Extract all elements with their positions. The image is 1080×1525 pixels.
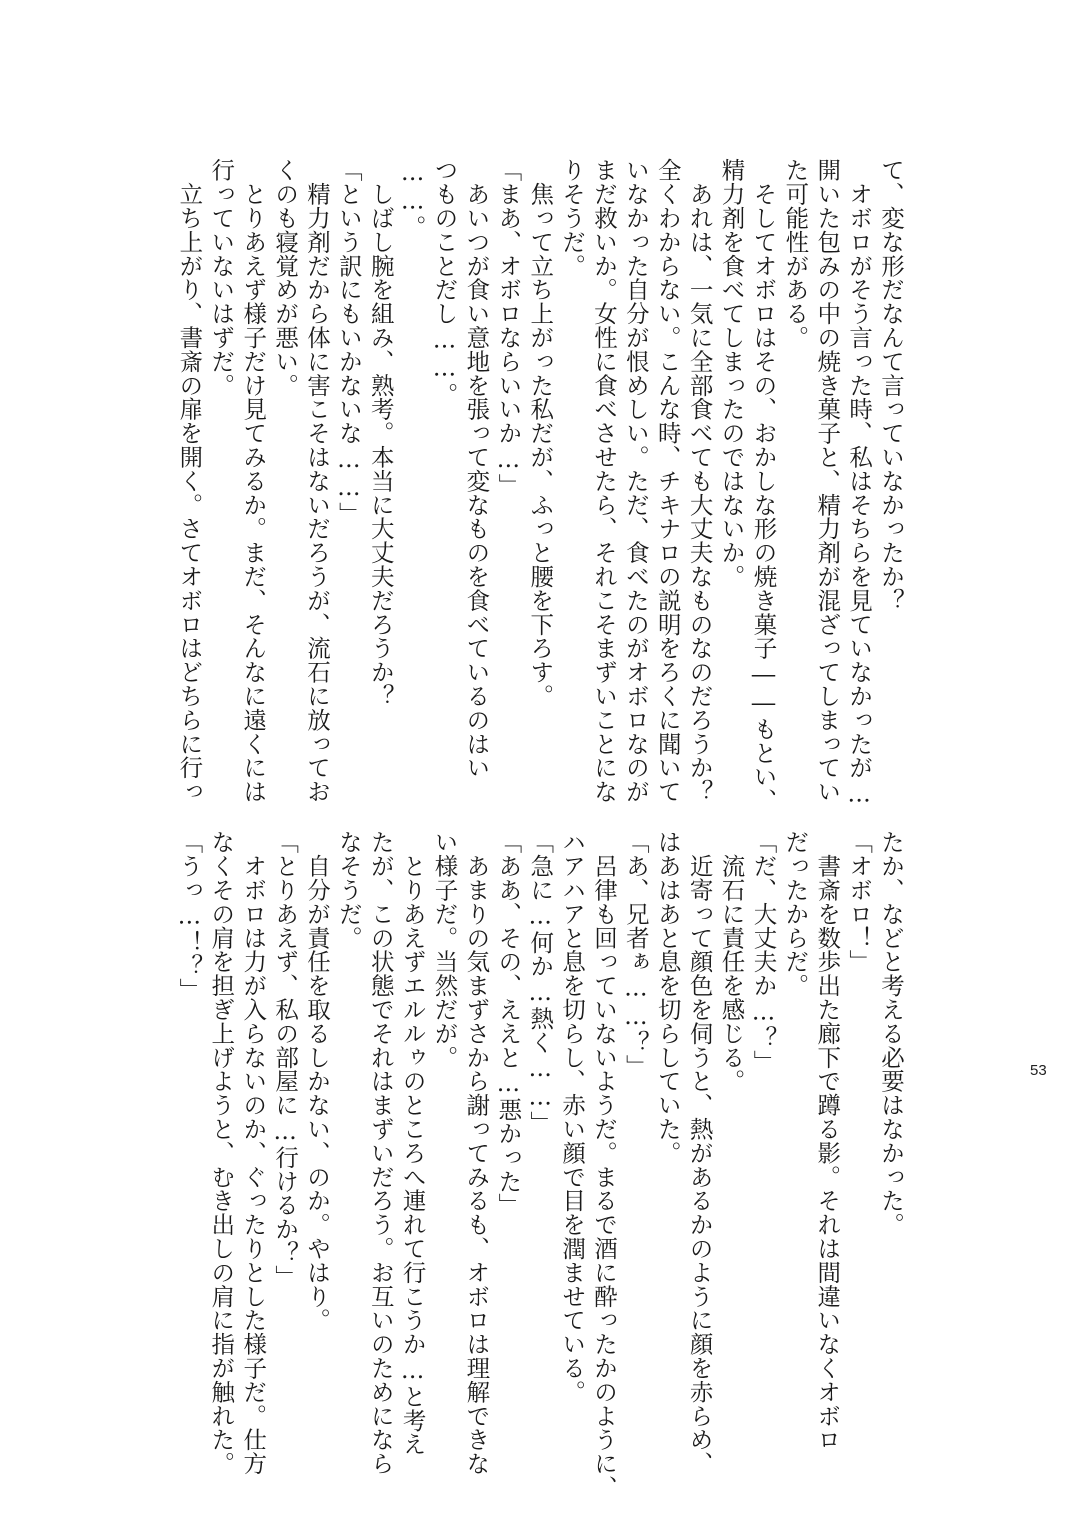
text-line: なそうだ。 (334, 830, 363, 950)
text-line: 書斎を数歩出た廊下で蹲る影。それは間違いなくオボロ (813, 830, 842, 1452)
text-line: 「オボロ！」 (845, 830, 874, 974)
text-line: 「まあ、オボロならいいか…」 (494, 158, 523, 498)
text-line: 焦って立ち上がった私だが、ふっと腰を下ろす。 (526, 158, 555, 708)
text-line: そしてオボロはその、おかしな形の焼き菓子――もとい、 (749, 158, 778, 813)
text-line: しばし腕を組み、熟考。本当に大丈夫だろうか？ (366, 158, 395, 708)
text-line: い様子だ。当然だが。 (430, 830, 459, 1069)
text-line: て、変な形だなんて言っていなかったか？ (877, 158, 905, 613)
text-line: 自分が責任を取るしかない、のか。やはり。 (302, 830, 331, 1332)
text-line: 精力剤だから体に害こそはないだろうが、流石に放ってお (302, 158, 331, 804)
text-line: 精力剤を食べてしまったのではないか。 (717, 158, 746, 589)
text-line: あまりの気まずさから謝ってみるも、オボロは理解できな (462, 830, 491, 1476)
text-line: 「ああ、その、ええと…悪かった」 (494, 830, 523, 1217)
text-line: つものことだし……。 (430, 158, 459, 406)
text-line: 「急に…何か…熱く……」 (526, 830, 555, 1135)
text-line: 「とりあえず、私の部屋に…行けるか？」 (271, 830, 300, 1289)
text-line: 近寄って顔色を伺うと、熱があるかのように顔を赤らめ、 (685, 830, 714, 1476)
text-line: 「うっ…！？」 (175, 830, 204, 1002)
text-line: いなかった自分が恨めしい。ただ、食べたのがオボロなのが (621, 158, 650, 804)
text-line: あいつが食い意地を張って変なものを食べているのはい (462, 158, 491, 780)
text-line: はあはあと息を切らしていた。 (653, 830, 682, 1165)
text-line: りそうだ。 (558, 158, 587, 278)
text-line: 呂律も回っていないようだ。まるで酒に酔ったかのように、 (589, 830, 618, 1500)
text-line: とりあえず様子だけ見てみるか。まだ、そんなに遠くには (239, 158, 268, 804)
text-line: ハアハアと息を切らし、赤い顔で目を潤ませている。 (558, 830, 587, 1404)
page-number: 53 (1030, 1062, 1047, 1079)
text-line: くのも寝覚めが悪い。 (271, 158, 300, 397)
text-block-top (172, 158, 906, 813)
text-line: オボロは力が入らないのか、ぐったりとした様子だ。仕方 (239, 830, 268, 1476)
text-line: オボロがそう言った時、私はそちらを見ていなかったが… (845, 158, 874, 808)
text-line: まだ救いか。女性に食べさせたら、それこそまずいことにな (589, 158, 618, 804)
text-line: 「という訳にもいかないな……」 (334, 158, 363, 526)
text-line: とりあえずエルルゥのところへ連れて行こうか…と考え (398, 830, 427, 1456)
text-line: なくその肩を担ぎ上げようと、むき出しの肩に指が触れた。 (207, 830, 236, 1476)
text-line: 「だ、大丈夫か…？」 (749, 830, 778, 1074)
text-line: 「あ、兄者ぁ……？」 (621, 830, 650, 1078)
text-line: あれは、一気に全部食べても大丈夫なものなのだろうか？ (685, 158, 714, 804)
text-line: た可能性がある。 (781, 158, 810, 350)
text-line: 流石に責任を感じる。 (717, 830, 746, 1093)
text-line: 開いた包みの中の焼き菓子と、精力剤が混ざってしまってい (813, 158, 842, 804)
text-block-bottom (172, 830, 906, 1500)
text-line: だったからだ。 (781, 830, 810, 998)
text-line: 行っていないはずだ。 (207, 158, 236, 397)
text-line: たが、この状態でそれはまずいだろう。お互いのためになら (366, 830, 395, 1476)
text-line: 立ち上がり、書斎の扉を開く。さてオボロはどちらに行っ (175, 158, 204, 804)
text-line: ……。 (398, 158, 427, 239)
text-line: 全くわからない。こんな時、チキナロの説明をろくに聞いて (653, 158, 682, 804)
text-line: たか、などと考える必要はなかった。 (877, 830, 905, 1237)
